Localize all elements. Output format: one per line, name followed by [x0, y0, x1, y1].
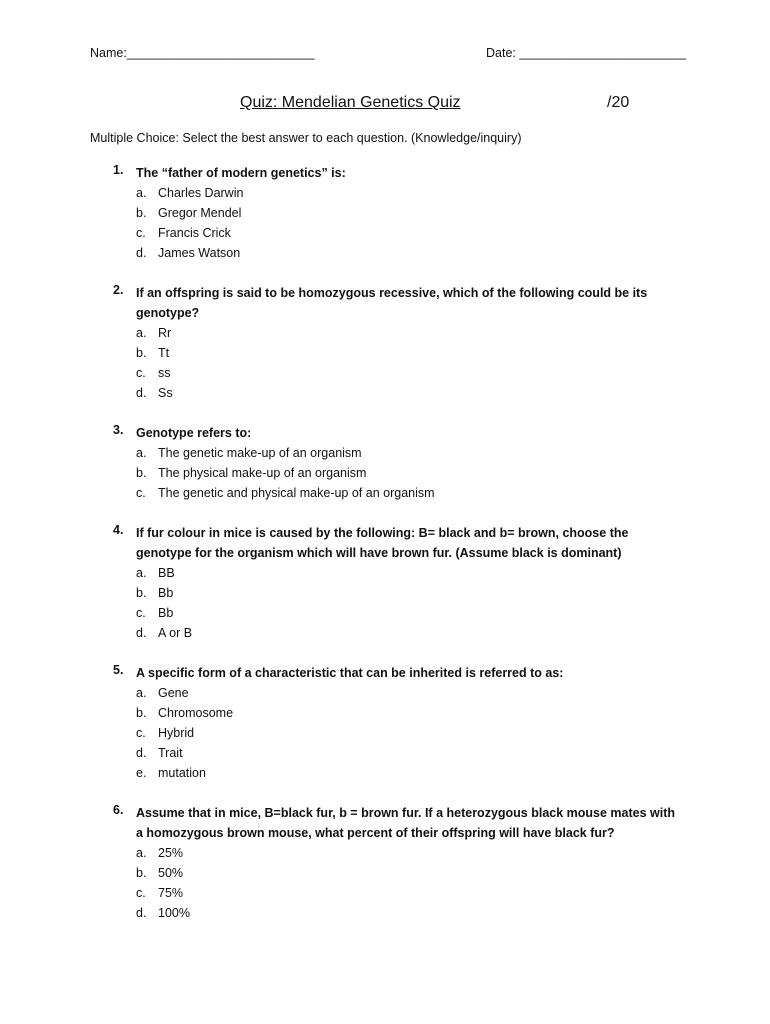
option-letter: c. [136, 226, 146, 240]
option-text: Trait [158, 746, 183, 760]
option-letter: b. [136, 586, 147, 600]
option-text: Gene [158, 686, 189, 700]
answer-option [0, 223, 770, 243]
answer-option [0, 323, 770, 343]
answer-options [0, 443, 770, 503]
answer-option [0, 883, 770, 903]
option-text: Rr [158, 326, 172, 340]
option-text: Bb [158, 606, 174, 620]
option-text: 75% [158, 886, 184, 900]
option-letter: b. [136, 206, 147, 220]
question-text: A specific form of a characteristic that can be inherited is referred to as: [136, 666, 564, 680]
option-text: The physical make-up of an organism [158, 466, 367, 480]
option-letter: b. [136, 466, 147, 480]
option-text: Tt [158, 346, 170, 360]
answer-option [0, 603, 770, 623]
answer-option [0, 703, 770, 723]
option-letter: a. [136, 186, 147, 200]
answer-option [0, 363, 770, 383]
answer-options [0, 843, 770, 923]
answer-option [0, 583, 770, 603]
question-text: If an offspring is said to be homozygous recessive, which of the following could be its genotype? [136, 286, 648, 320]
answer-options [0, 563, 770, 643]
answer-option [0, 903, 770, 923]
answer-options [0, 683, 770, 783]
question-number: 4. [113, 523, 124, 537]
answer-option [0, 483, 770, 503]
question-number: 3. [113, 423, 124, 437]
question-number: 6. [113, 803, 124, 817]
option-letter: c. [136, 606, 146, 620]
option-letter: a. [136, 326, 147, 340]
option-letter: c. [136, 886, 146, 900]
date-field-label: Date: ________________________ [486, 46, 687, 60]
answer-option [0, 383, 770, 403]
answer-option [0, 843, 770, 863]
answer-option [0, 443, 770, 463]
answer-options [0, 323, 770, 403]
answer-option [0, 743, 770, 763]
option-letter: a. [136, 686, 147, 700]
instructions: Multiple Choice: Select the best answer to each question. (Knowledge/inquiry) [90, 131, 522, 145]
option-letter: a. [136, 846, 147, 860]
answer-option [0, 343, 770, 363]
question-3 [0, 423, 770, 503]
option-letter: b. [136, 346, 147, 360]
option-text: The genetic make-up of an organism [158, 446, 362, 460]
option-text: Gregor Mendel [158, 206, 242, 220]
question-list [0, 163, 770, 943]
option-text: 25% [158, 846, 184, 860]
option-text: Ss [158, 386, 173, 400]
question-text: Genotype refers to: [136, 426, 252, 440]
answer-option [0, 763, 770, 783]
question-4 [0, 523, 770, 643]
option-letter: d. [136, 746, 147, 760]
option-text: 50% [158, 866, 184, 880]
answer-option [0, 863, 770, 883]
option-text: Hybrid [158, 726, 195, 740]
option-text: A or B [158, 626, 193, 640]
question-number: 2. [113, 283, 124, 297]
option-text: Chromosome [158, 706, 234, 720]
option-text: The genetic and physical make-up of an organism [158, 486, 435, 500]
option-text: Charles Darwin [158, 186, 244, 200]
question-number: 5. [113, 663, 124, 677]
option-letter: d. [136, 386, 147, 400]
question-5 [0, 663, 770, 783]
option-letter: a. [136, 446, 147, 460]
option-text: James Watson [158, 246, 241, 260]
option-letter: e. [136, 766, 147, 780]
answer-option [0, 563, 770, 583]
name-field-label: Name:___________________________ [90, 46, 315, 60]
option-letter: d. [136, 246, 147, 260]
option-text: ss [158, 366, 171, 380]
option-text: Francis Crick [158, 226, 231, 240]
answer-options [0, 183, 770, 263]
option-letter: a. [136, 566, 147, 580]
question-text: Assume that in mice, B=black fur, b = brown fur. If a heterozygous black mouse mates with a homozygous brown mouse, what percent of their offspring will have black fur? [136, 806, 676, 840]
option-letter: d. [136, 626, 147, 640]
question-text: The “father of modern genetics” is: [136, 166, 346, 180]
option-letter: c. [136, 486, 146, 500]
question-2 [0, 283, 770, 403]
score-total: /20 [607, 94, 630, 111]
answer-option [0, 623, 770, 643]
answer-option [0, 183, 770, 203]
option-text: Bb [158, 586, 174, 600]
answer-option [0, 203, 770, 223]
option-letter: b. [136, 866, 147, 880]
answer-option [0, 683, 770, 703]
option-text: BB [158, 566, 175, 580]
option-letter: d. [136, 906, 147, 920]
option-letter: c. [136, 366, 146, 380]
page-title: Quiz: Mendelian Genetics Quiz [240, 94, 461, 111]
option-letter: b. [136, 706, 147, 720]
question-number: 1. [113, 163, 124, 177]
question-1 [0, 163, 770, 263]
option-letter: c. [136, 726, 146, 740]
question-text: If fur colour in mice is caused by the following: B= black and b= brown, choose the genotype for the organism which will have brown fur. (Assume black is dominant) [136, 526, 629, 560]
option-text: 100% [158, 906, 190, 920]
answer-option [0, 463, 770, 483]
question-6 [0, 803, 770, 923]
answer-option [0, 243, 770, 263]
answer-option [0, 723, 770, 743]
option-text: mutation [158, 766, 206, 780]
